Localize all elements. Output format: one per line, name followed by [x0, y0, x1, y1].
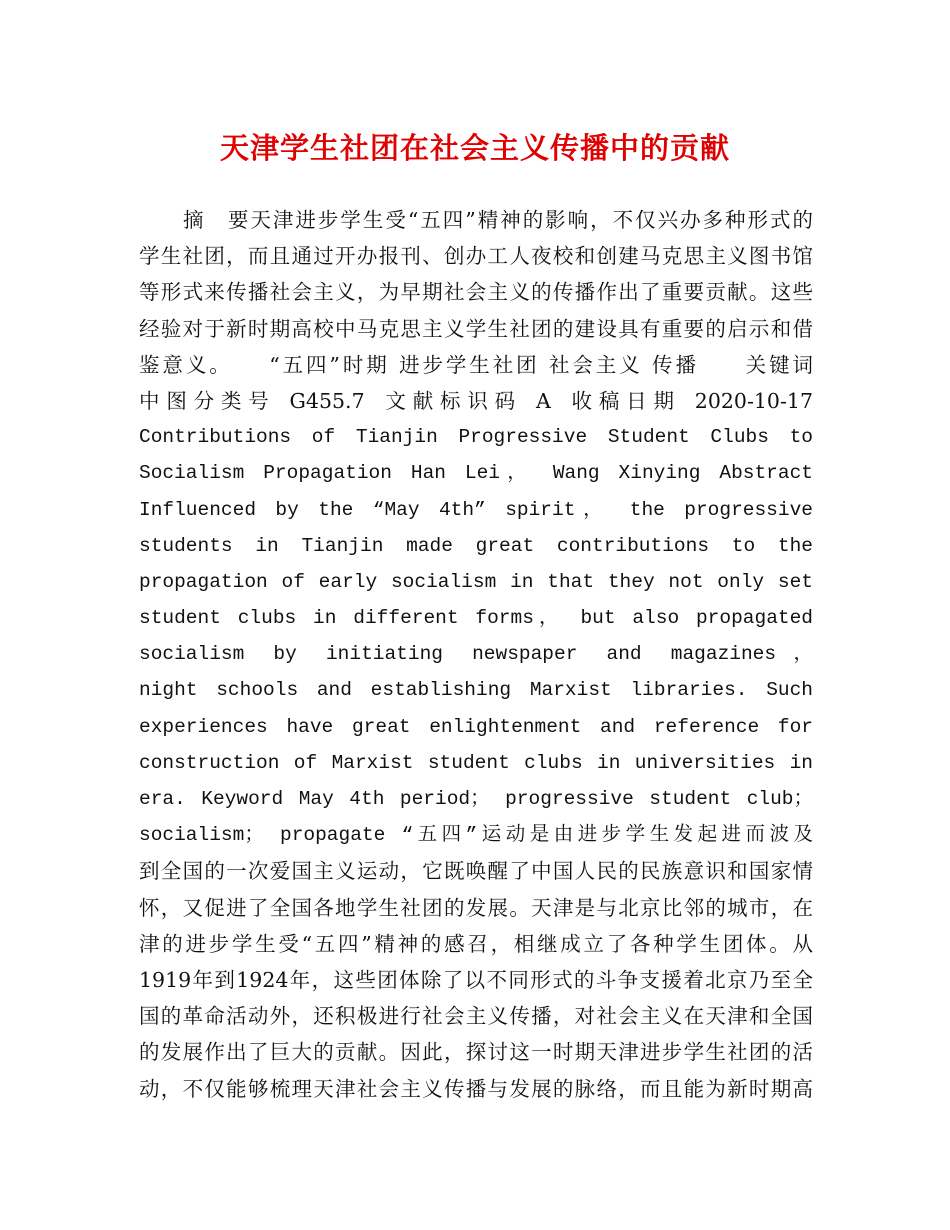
body-line: Socialism Propagation Han Lei， Wang Xinying Abstract: [139, 462, 813, 485]
body-line: experiences have great enlightenment and reference for: [139, 715, 813, 738]
body-line: 摘 要天津进步学生受“五四”精神的影响，不仅兴办多种形式的: [183, 208, 813, 232]
body-line: 等形式来传播社会主义，为早期社会主义的传播作出了重要贡献。这些: [139, 280, 813, 305]
body-line: 到全国的一次爱国主义运动，它既唤醒了中国人民的民族意识和国家情: [139, 859, 813, 884]
document-title: 天津学生社团在社会主义传播中的贡献: [219, 131, 730, 165]
body-line: night schools and establishing Marxist libraries. Such: [139, 679, 813, 702]
body-line: era. Keyword May 4th period； progressive student club；: [139, 788, 813, 810]
body-line: 怀，又促进了全国各地学生社团的发展。天津是与北京比邻的城市，在: [139, 895, 813, 920]
body-line: 动，不仅能够梳理天津社会主义传播与发展的脉络，而且能为新时期高: [139, 1076, 813, 1101]
body-line: Influenced by the “May 4th” spirit， the progressive: [139, 498, 813, 521]
body-line: construction of Marxist student clubs in universities in: [139, 751, 813, 774]
body-line: 中 图 分 类 号 G455.7 文 献 标 识 码 A 收 稿 日 期 2020-10-17: [139, 388, 813, 413]
body-line: student clubs in different forms， but also propagated: [139, 607, 813, 630]
body-line: 鉴意义。 “五四”时期 进步学生社团 社会主义 传播 关键词: [139, 352, 813, 377]
body-line: 学生社团，而且通过开办报刊、创办工人夜校和创建马克思主义图书馆: [139, 244, 813, 269]
body-line: Contributions of Tianjin Progressive Student Clubs to: [139, 426, 813, 449]
document-body: [139, 202, 813, 1107]
body-line: 国的革命活动外，还积极进行社会主义传播，对社会主义在天津和全国: [139, 1004, 813, 1029]
body-line: 的发展作出了巨大的贡献。因此，探讨这一时期天津进步学生社团的活: [139, 1040, 813, 1065]
body-line: 1919年到1924年，这些团体除了以不同形式的斗争支援着北京乃至全: [139, 967, 813, 992]
body-line: 经验对于新时期高校中马克思主义学生社团的建设具有重要的启示和借: [139, 316, 813, 341]
body-line: propagation of early socialism in that they not only set: [139, 570, 813, 593]
body-line: 津的进步学生受“五四”精神的感召，相继成立了各种学生团体。从: [139, 931, 813, 956]
body-line: socialism； propagate “五四”运动是由进步学生发起进而波及: [139, 824, 813, 847]
body-line: socialism by initiating newspaper and magazines，: [139, 643, 813, 666]
body-line: students in Tianjin made great contributions to the: [139, 534, 813, 557]
